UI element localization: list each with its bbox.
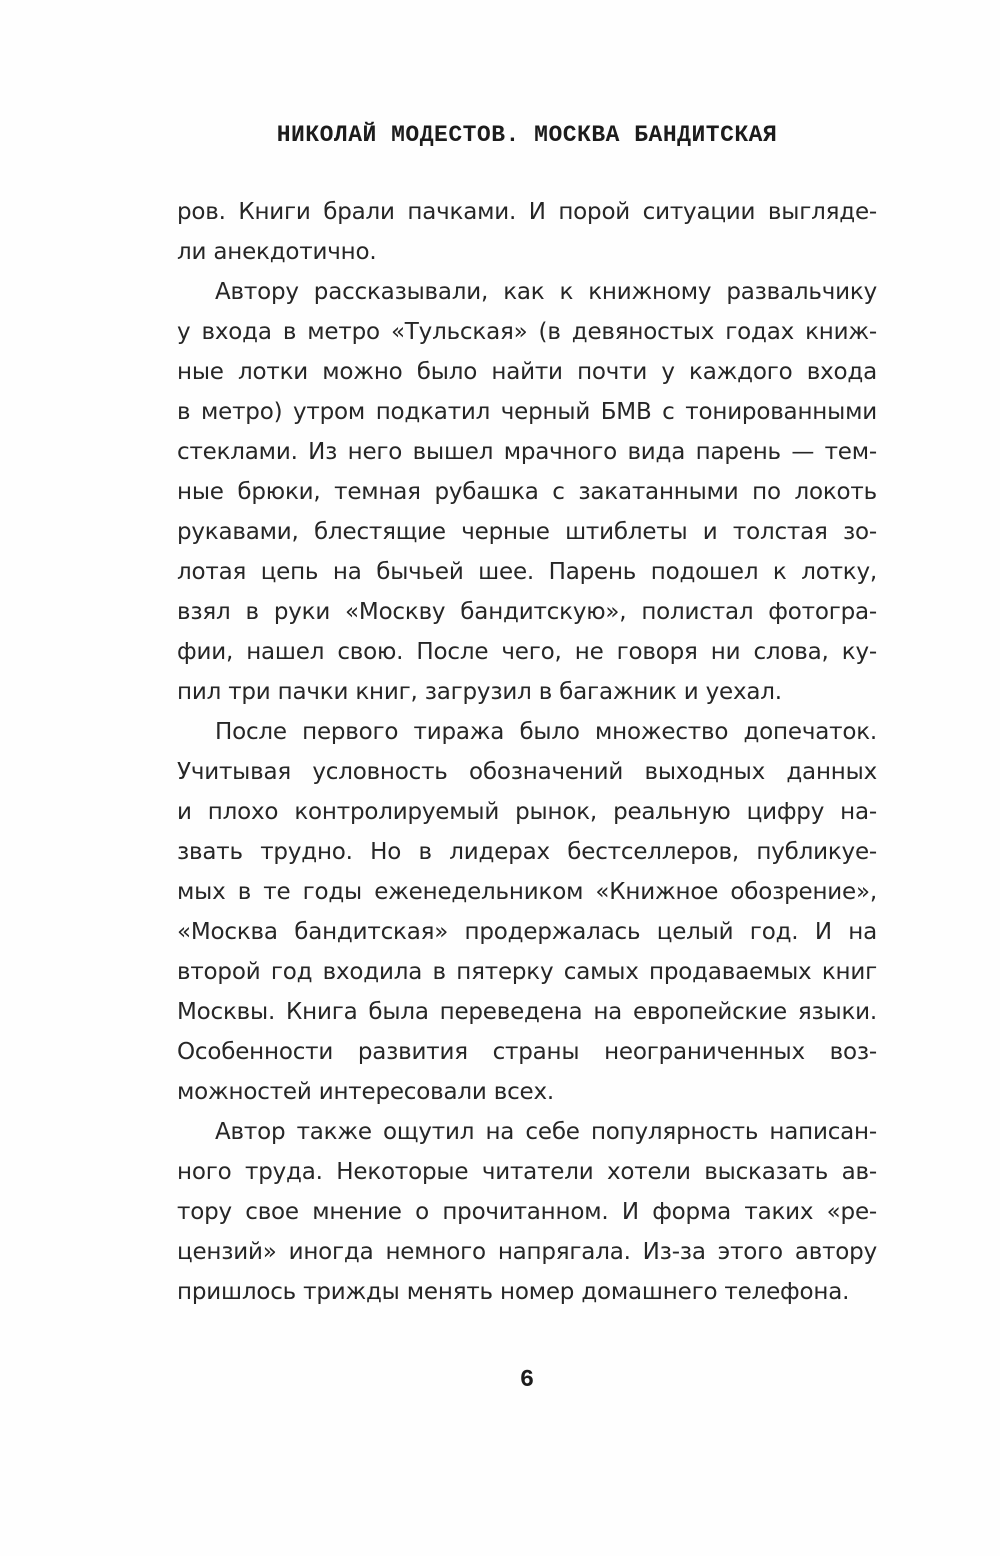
- text-line: можностей интересовали всех.: [177, 1079, 554, 1105]
- paragraph: [177, 272, 877, 712]
- text-line: фии, нашел свою. После чего, не говоря ни слова, ку-: [177, 639, 877, 665]
- text-line: пил три пачки книг, загрузил в багажник и уехал.: [177, 679, 782, 705]
- text-line: взял в руки «Москву бандитскую», полистал фотогра-: [177, 599, 877, 625]
- page-number: 6: [519, 1367, 535, 1394]
- paragraph: [177, 192, 877, 272]
- text-line: ли анекдотично.: [177, 239, 377, 265]
- text-line: Москвы. Книга была переведена на европейские языки.: [177, 999, 877, 1025]
- text-line: рукавами, блестящие черные штиблеты и толстая зо-: [177, 519, 877, 545]
- text-line: ные брюки, темная рубашка с закатанными по локоть: [177, 479, 877, 505]
- text-line: второй год входила в пятерку самых продаваемых книг: [177, 959, 877, 985]
- text-line: звать трудно. Но в лидерах бестселлеров, публикуе-: [177, 839, 877, 865]
- paragraph: [177, 1112, 877, 1312]
- text-line: стеклами. Из него вышел мрачного вида парень — тем-: [177, 439, 877, 465]
- text-line: цензий» иногда немного напрягала. Из-за этого автору: [177, 1239, 877, 1265]
- text-line: ные лотки можно было найти почти у каждого входа: [177, 359, 877, 385]
- running-title: НИКОЛАЙ МОДЕСТОВ. МОСКВА БАНДИТСКАЯ: [276, 122, 778, 148]
- text-line: ров. Книги брали пачками. И порой ситуации выгляде-: [177, 199, 877, 225]
- text-line: Автору рассказывали, как к книжному развальчику: [215, 279, 877, 305]
- text-line: «Москва бандитская» продержалась целый год. И на: [177, 919, 877, 945]
- text-line: Автор также ощутил на себе популярность написан-: [215, 1119, 877, 1145]
- text-line: у входа в метро «Тульская» (в девяностых годах книж-: [177, 319, 877, 345]
- text-line: тору свое мнение о прочитанном. И форма таких «ре-: [177, 1199, 877, 1225]
- text-line: мых в те годы еженедельником «Книжное обозрение»,: [177, 879, 877, 905]
- text-line: Учитывая условность обозначений выходных данных: [177, 759, 877, 785]
- text-line: После первого тиража было множество допечаток.: [215, 719, 877, 745]
- text-line: лотая цепь на бычьей шее. Парень подошел к лотку,: [177, 559, 877, 585]
- text-line: в метро) утром подкатил черный БМВ с тонированными: [177, 399, 877, 425]
- paragraph: [177, 712, 877, 1112]
- text-line: пришлось трижды менять номер домашнего телефона.: [177, 1279, 850, 1305]
- text-line: ного труда. Некоторые читатели хотели высказать ав-: [177, 1159, 877, 1185]
- text-line: и плохо контролируемый рынок, реальную цифру на-: [177, 799, 877, 825]
- text-line: Особенности развития страны неограниченных воз-: [177, 1039, 877, 1065]
- body-text: [177, 192, 877, 1312]
